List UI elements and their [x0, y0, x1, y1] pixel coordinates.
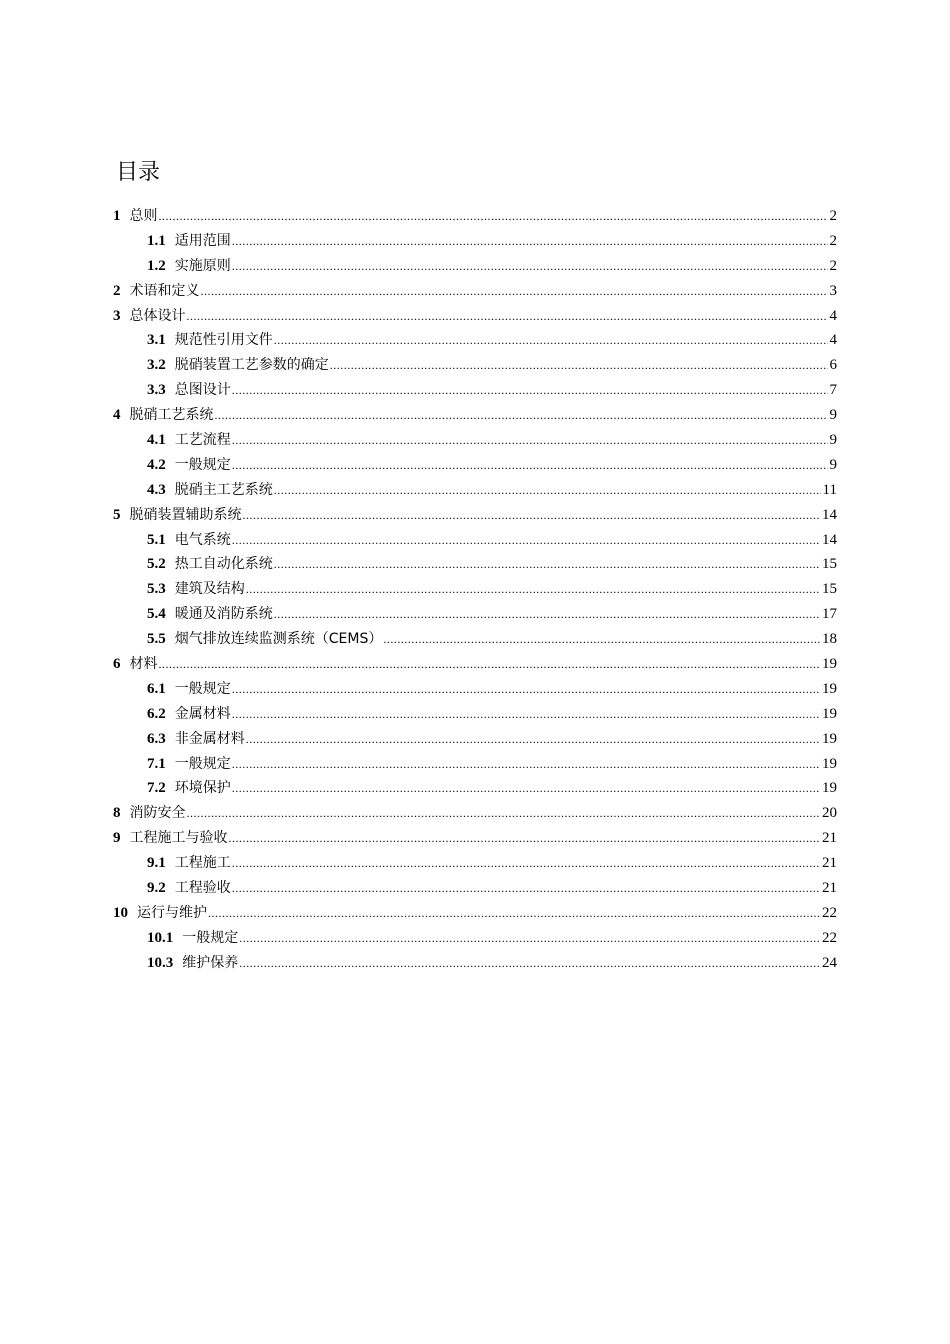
- toc-entry-label: 术语和定义: [129, 282, 200, 299]
- toc-entry-page: 2: [829, 232, 837, 249]
- toc-entry[interactable]: [113, 801, 837, 826]
- toc-entry-page: 21: [822, 855, 837, 872]
- toc-entry-number: 5.1: [147, 531, 166, 548]
- toc-entry-page: 19: [822, 755, 837, 772]
- toc-entry[interactable]: [113, 304, 837, 329]
- toc-entry-page: 9: [829, 432, 837, 449]
- toc-entry-page: 20: [822, 805, 837, 822]
- toc-entry-page: 21: [822, 830, 837, 847]
- toc-entry-label: 实施原则: [174, 257, 231, 274]
- dot-leader: [201, 279, 828, 304]
- toc-entry[interactable]: [113, 403, 837, 428]
- toc-entry[interactable]: [113, 627, 837, 652]
- toc-entry[interactable]: [113, 951, 837, 976]
- dot-leader: [232, 453, 828, 478]
- toc-entry-label: 材料: [129, 656, 158, 673]
- dot-leader: [232, 428, 828, 453]
- toc-entry[interactable]: [113, 478, 837, 503]
- toc-entry-label: 工程施工与验收: [129, 830, 228, 847]
- toc-entry[interactable]: [113, 702, 837, 727]
- toc-entry-number: 1.2: [147, 257, 166, 274]
- toc-entry-number: 9.2: [147, 880, 166, 897]
- toc-entry-number: 10.3: [147, 954, 174, 971]
- toc-entry[interactable]: [113, 752, 837, 777]
- dot-leader: [229, 826, 821, 851]
- toc-entry-page: 15: [822, 556, 837, 573]
- toc-entry-label: 金属材料: [174, 705, 231, 722]
- toc-entry-number: 5.5: [147, 631, 166, 648]
- toc-entry-number: 4.1: [147, 432, 166, 449]
- toc-entry-label: 总图设计: [174, 382, 231, 399]
- toc-entry-label: 维护保养: [182, 954, 239, 971]
- toc-entry-label: 工程验收: [174, 880, 231, 897]
- dot-leader: [232, 528, 820, 553]
- toc-entry-label: 工程施工: [174, 855, 231, 872]
- toc-entry[interactable]: [113, 328, 837, 353]
- toc-entry-page: 17: [822, 606, 837, 623]
- dot-leader: [232, 876, 820, 901]
- toc-entry-label: 电气系统: [174, 531, 231, 548]
- toc-entry-number: 9.1: [147, 855, 166, 872]
- dot-leader: [159, 204, 828, 229]
- toc-entry-label: 脱硝工艺系统: [129, 407, 214, 424]
- toc-entry-label: 运行与维护: [137, 904, 207, 921]
- toc-entry-page: 22: [822, 929, 837, 946]
- dot-leader: [232, 229, 828, 254]
- dot-leader: [232, 752, 820, 777]
- dot-leader: [274, 478, 821, 503]
- toc-entry[interactable]: [113, 279, 837, 304]
- toc-entry[interactable]: [113, 378, 837, 403]
- toc-entry-label: 一般规定: [174, 456, 231, 473]
- toc-entry-label: 一般规定: [174, 755, 231, 772]
- dot-leader: [232, 254, 828, 279]
- toc-entry-label: 脱硝装置工艺参数的确定: [174, 357, 329, 374]
- toc-entry-number: 5: [113, 506, 121, 523]
- toc-entry[interactable]: [113, 826, 837, 851]
- toc-entry-page: 9: [829, 456, 837, 473]
- toc-entry-label: 规范性引用文件: [174, 332, 273, 349]
- toc-entry-label: 脱硝装置辅助系统: [129, 506, 242, 523]
- toc-entry-label: 非金属材料: [174, 730, 245, 747]
- toc-entry[interactable]: [113, 552, 837, 577]
- toc-entry-number: 4: [113, 407, 121, 424]
- dot-leader: [274, 602, 820, 627]
- toc-entry-number: 10: [113, 904, 128, 921]
- toc-entry[interactable]: [113, 428, 837, 453]
- toc-entry[interactable]: [113, 503, 837, 528]
- toc-entry-number: 4.2: [147, 456, 166, 473]
- toc-entry-page: 7: [829, 382, 837, 399]
- toc-entry[interactable]: [113, 602, 837, 627]
- dot-leader: [274, 328, 828, 353]
- toc-entry-page: 2: [829, 257, 837, 274]
- toc-entry-label: 环境保护: [174, 780, 231, 797]
- toc-title: 目录: [116, 160, 161, 185]
- dot-leader: [239, 951, 820, 976]
- toc-entry-number: 6.2: [147, 705, 166, 722]
- toc-entry[interactable]: [113, 776, 837, 801]
- toc-entry[interactable]: [113, 453, 837, 478]
- toc-entry[interactable]: [113, 926, 837, 951]
- toc-entry-page: 4: [829, 332, 837, 349]
- toc-entry-number: 5.4: [147, 606, 166, 623]
- toc-entry-label: 一般规定: [174, 680, 231, 697]
- toc-entry[interactable]: [113, 901, 837, 926]
- toc-entry-number: 7.2: [147, 780, 166, 797]
- toc-entry-number: 5.3: [147, 581, 166, 598]
- toc-entry-page: 4: [829, 307, 837, 324]
- toc-entry[interactable]: [113, 677, 837, 702]
- toc-entry-label: 总体设计: [129, 307, 186, 324]
- dot-leader: [239, 926, 820, 951]
- toc-entry-page: 9: [829, 407, 837, 424]
- toc-entry-page: 19: [822, 656, 837, 673]
- dot-leader: [232, 851, 820, 876]
- dot-leader: [330, 353, 828, 378]
- toc-entry-number: 6: [113, 656, 121, 673]
- toc-entry-page: 24: [822, 954, 837, 971]
- dot-leader: [232, 677, 820, 702]
- toc-entry[interactable]: [113, 353, 837, 378]
- toc-entry-number: 6.3: [147, 730, 166, 747]
- toc-entry-page: 19: [822, 730, 837, 747]
- toc-entry-label: 一般规定: [182, 929, 239, 946]
- toc-entry-label: 适用范围: [174, 232, 231, 249]
- toc-entry-number: 9: [113, 830, 121, 847]
- toc-entry-number: 3.3: [147, 382, 166, 399]
- dot-leader: [383, 627, 820, 652]
- dot-leader: [232, 776, 820, 801]
- toc-entry-number: 5.2: [147, 556, 166, 573]
- toc-entry-page: 21: [822, 880, 837, 897]
- toc-entry-number: 3: [113, 307, 121, 324]
- toc-entry[interactable]: [113, 204, 837, 229]
- toc-entry-page: 19: [822, 680, 837, 697]
- dot-leader: [187, 304, 828, 329]
- toc-entry-number: 8: [113, 805, 121, 822]
- toc-entry-number: 7.1: [147, 755, 166, 772]
- toc-entry[interactable]: [113, 652, 837, 677]
- toc-entry-label: 总则: [129, 208, 158, 224]
- toc-entry[interactable]: [113, 528, 837, 553]
- toc-entry-page: 15: [822, 581, 837, 598]
- toc-entry-number: 6.1: [147, 680, 166, 697]
- dot-leader: [246, 727, 820, 752]
- toc-entry-number: 4.3: [147, 481, 166, 498]
- toc-entry[interactable]: [113, 577, 837, 602]
- toc-entry-page: 14: [822, 506, 837, 523]
- toc-entry-label: 烟气排放连续监测系统（CEMS）: [174, 631, 383, 648]
- dot-leader: [215, 403, 828, 428]
- toc-entry-label: 消防安全: [129, 805, 186, 822]
- toc-entry-label: 工艺流程: [174, 432, 231, 449]
- toc-entry-page: 2: [829, 208, 837, 224]
- toc-entry[interactable]: [113, 254, 837, 279]
- toc-entry-page: 22: [822, 904, 837, 921]
- toc-entry-page: 14: [822, 531, 837, 548]
- toc-entry-page: 3: [829, 282, 837, 299]
- toc-entry-number: 2: [113, 282, 121, 299]
- toc-entry-page: 18: [822, 631, 837, 648]
- toc-entry-page: 6: [829, 357, 837, 374]
- toc-entry-number: 3.2: [147, 357, 166, 374]
- dot-leader: [232, 378, 828, 403]
- toc-entry[interactable]: [113, 876, 837, 901]
- toc-entry-label: 脱硝主工艺系统: [174, 481, 273, 498]
- toc-entry-page: 11: [822, 481, 837, 498]
- dot-leader: [243, 503, 821, 528]
- toc-entry-number: 10.1: [147, 929, 174, 946]
- toc-entry-page: 19: [822, 780, 837, 797]
- toc-entry[interactable]: [113, 727, 837, 752]
- toc-list: [113, 204, 837, 976]
- toc-entry-label: 暖通及消防系统: [174, 606, 273, 623]
- dot-leader: [274, 552, 820, 577]
- dot-leader: [246, 577, 820, 602]
- toc-entry[interactable]: [113, 851, 837, 876]
- toc-entry-number: 3.1: [147, 332, 166, 349]
- toc-entry-page: 19: [822, 705, 837, 722]
- toc-entry-label: 建筑及结构: [174, 581, 245, 598]
- toc-entry[interactable]: [113, 229, 837, 254]
- toc-entry-number: 1.1: [147, 232, 166, 249]
- toc-entry-number: 1: [113, 208, 121, 224]
- dot-leader: [159, 652, 821, 677]
- toc-entry-label: 热工自动化系统: [174, 556, 273, 573]
- dot-leader: [208, 901, 820, 926]
- dot-leader: [232, 702, 820, 727]
- dot-leader: [187, 801, 821, 826]
